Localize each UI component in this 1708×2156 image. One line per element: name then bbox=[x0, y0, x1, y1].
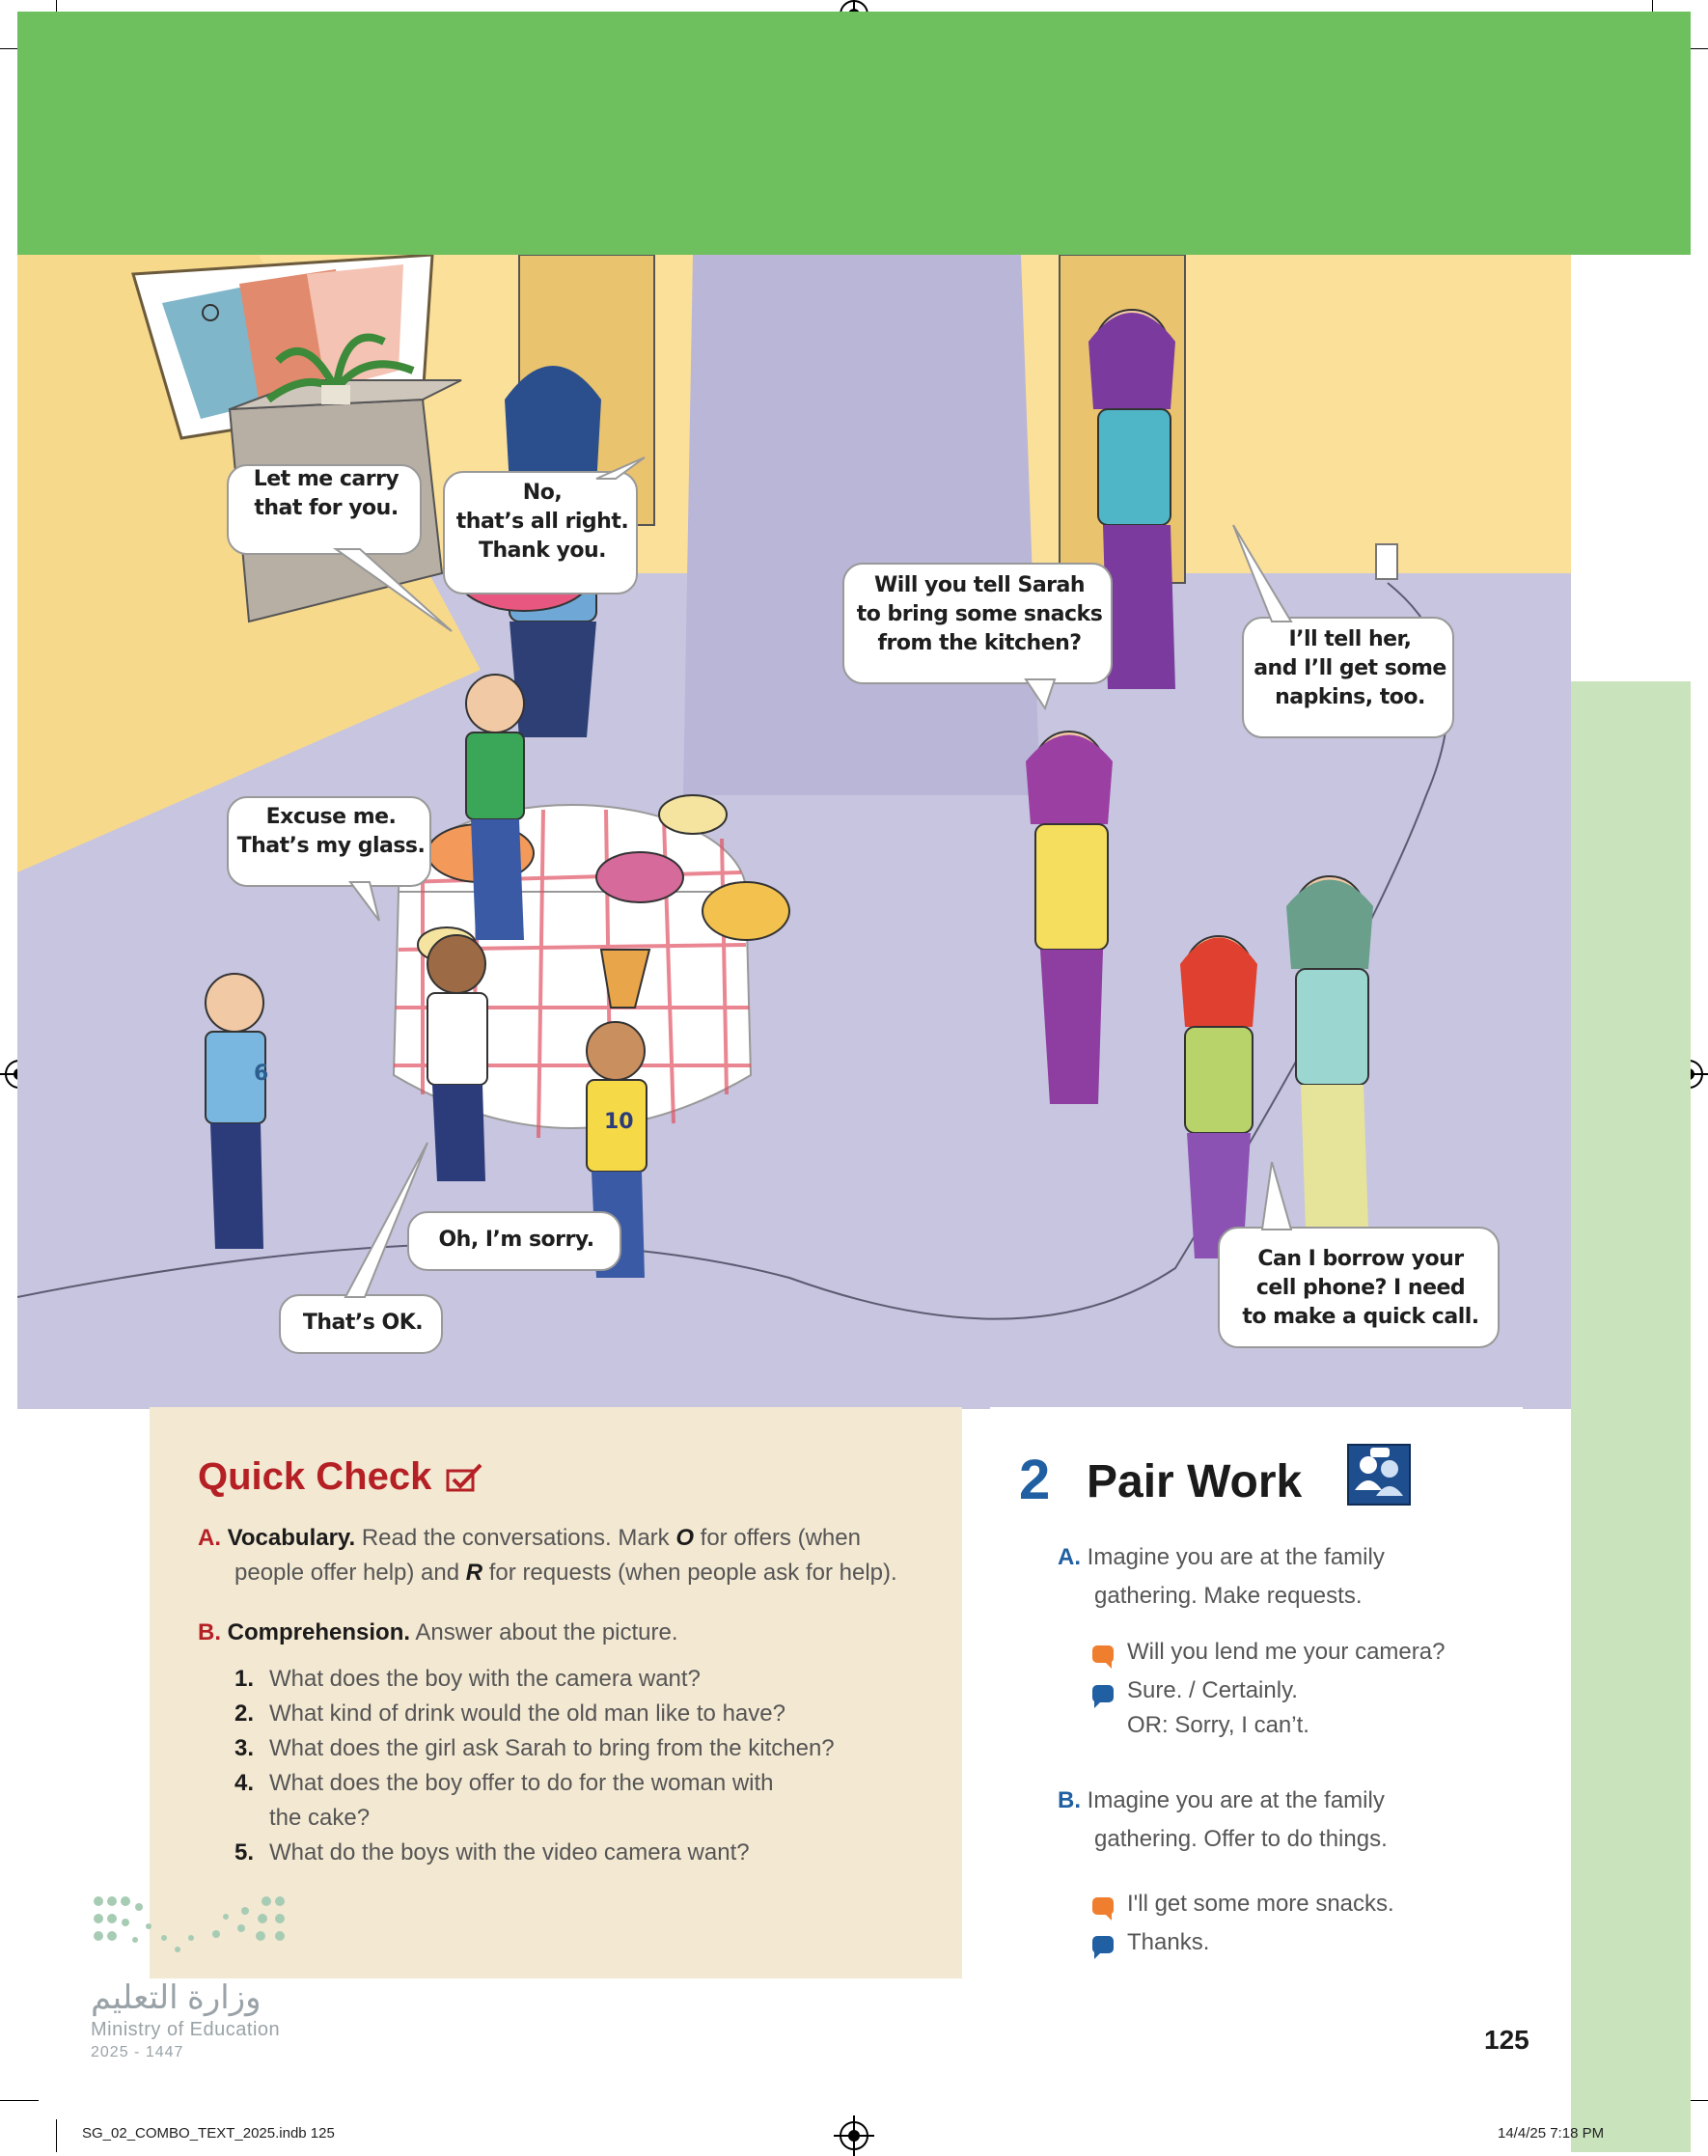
question-number: 1. bbox=[234, 1666, 255, 1692]
ministry-arabic-name: وزارة التعليم bbox=[91, 1979, 262, 2016]
quick-check-a-line1 bbox=[198, 1521, 950, 1556]
quick-check-a bbox=[198, 1521, 950, 1590]
ministry-logo-icon bbox=[91, 1890, 293, 1967]
ministry-english-name: Ministry of Education bbox=[91, 2019, 281, 2040]
right-color-band bbox=[1571, 681, 1691, 2152]
page-number: 125 bbox=[1484, 2025, 1529, 2055]
question-item bbox=[234, 1836, 929, 1870]
bubble-sorry-text bbox=[410, 1226, 622, 1255]
pair-work-a-response-alt: OR: Sorry, I can’t. bbox=[1127, 1712, 1309, 1738]
bubble-no-thanks-text bbox=[446, 479, 639, 566]
bubble-line: cell phone? I need bbox=[1255, 1276, 1466, 1300]
item-label: B. bbox=[1058, 1787, 1081, 1813]
bubble-carry-text bbox=[230, 465, 423, 523]
offer-mark: O bbox=[675, 1525, 694, 1551]
bubble-tell-her-text bbox=[1245, 625, 1455, 712]
bubble-line: to bring some snacks bbox=[856, 602, 1103, 626]
item-text: Imagine you are at the family bbox=[1087, 1787, 1385, 1813]
bubble-line: That’s OK. bbox=[302, 1311, 424, 1335]
pair-work-a-response: Sure. / Certainly. bbox=[1127, 1677, 1298, 1703]
question-item bbox=[234, 1766, 929, 1801]
question-number: 3. bbox=[234, 1735, 255, 1761]
question-item bbox=[234, 1697, 929, 1731]
question-number: 4. bbox=[234, 1770, 255, 1796]
question-item bbox=[234, 1731, 929, 1766]
item-text: for requests (when people ask for help). bbox=[482, 1560, 897, 1586]
bubble-line: and I’ll get some bbox=[1253, 656, 1446, 680]
question-number: 5. bbox=[234, 1839, 255, 1866]
bubble-line: Will you tell Sarah bbox=[873, 573, 1086, 597]
item-text: people offer help) and bbox=[234, 1560, 466, 1586]
item-label: B. bbox=[198, 1619, 221, 1645]
bubble-line: that’s all right. bbox=[455, 510, 629, 534]
bubble-line: Thank you. bbox=[479, 539, 606, 563]
bubble-line: Excuse me. bbox=[265, 805, 397, 829]
pair-work-a-prompt: Will you lend me your camera? bbox=[1127, 1639, 1446, 1665]
speech-bubble-orange-icon bbox=[1092, 1645, 1114, 1663]
bubble-borrow-phone-text bbox=[1221, 1245, 1501, 1332]
bubble-line: That’s my glass. bbox=[236, 834, 426, 858]
checkbox-icon bbox=[446, 1463, 484, 1494]
speech-bubble-orange-icon bbox=[1092, 1897, 1114, 1915]
top-color-band bbox=[17, 12, 1691, 255]
speech-bubble-blue-icon bbox=[1092, 1936, 1114, 1953]
wall-socket bbox=[1376, 544, 1397, 579]
item-heading: Comprehension. bbox=[227, 1619, 411, 1645]
question-text: What does the boy offer to do for the woman with bbox=[269, 1770, 774, 1796]
bubble-line: that for you. bbox=[254, 496, 399, 520]
item-label: A. bbox=[198, 1525, 221, 1551]
item-heading: Vocabulary. bbox=[227, 1525, 356, 1551]
crop-mark bbox=[56, 2119, 57, 2152]
quick-check-b bbox=[198, 1616, 950, 1650]
floor-corridor bbox=[683, 255, 1040, 795]
shirt-number: 6 bbox=[254, 1062, 269, 1086]
bubble-tell-sarah-text bbox=[845, 571, 1114, 658]
pair-work-section bbox=[990, 1407, 1523, 1978]
speech-bubble-blue-icon bbox=[1092, 1685, 1114, 1702]
boy-striped-shirt bbox=[206, 974, 268, 1249]
item-label: A. bbox=[1058, 1544, 1081, 1570]
boy-white-shirt bbox=[427, 935, 487, 1181]
question-item bbox=[234, 1662, 929, 1697]
item-text: Imagine you are at the family bbox=[1087, 1544, 1385, 1570]
bubble-line: No, bbox=[522, 481, 563, 505]
bubble-thats-ok-text bbox=[282, 1309, 444, 1338]
question-text: What does the boy with the camera want? bbox=[269, 1666, 701, 1692]
bubble-excuse-me-text bbox=[230, 803, 432, 861]
item-text: Read the conversations. Mark bbox=[355, 1525, 676, 1551]
pair-work-b-prompt: I'll get some more snacks. bbox=[1127, 1891, 1394, 1917]
question-continuation: the cake? bbox=[269, 1805, 371, 1831]
boy-green-shirt bbox=[466, 675, 524, 940]
pair-work-b bbox=[1058, 1782, 1501, 1859]
shirt-number: 10 bbox=[604, 1110, 634, 1134]
question-text: What does the girl ask Sarah to bring from the kitchen? bbox=[269, 1735, 835, 1761]
pair-work-b-response: Thanks. bbox=[1127, 1929, 1210, 1955]
bubble-line: napkins, too. bbox=[1275, 685, 1425, 709]
ministry-year: 2025 - 1447 bbox=[91, 2044, 184, 2060]
quick-check-a-line2 bbox=[198, 1556, 950, 1590]
bubble-line: I’ll tell her, bbox=[1288, 627, 1412, 651]
bubble-line: Can I borrow your bbox=[1257, 1247, 1464, 1271]
bubble-line: Let me carry bbox=[253, 467, 399, 491]
bubble-line: to make a quick call. bbox=[1242, 1305, 1479, 1329]
footer-date: 14/4/25 7:18 PM bbox=[1498, 2125, 1605, 2142]
question-number: 2. bbox=[234, 1700, 255, 1727]
quick-check-title-text: Quick Check bbox=[198, 1455, 432, 1498]
girl-red-scarf bbox=[1180, 936, 1257, 1258]
question-list bbox=[234, 1662, 929, 1870]
quick-check-title bbox=[198, 1455, 484, 1499]
footer-file-name: SG_02_COMBO_TEXT_2025.indb 125 bbox=[82, 2125, 335, 2142]
question-text: What kind of drink would the old man like to have? bbox=[269, 1700, 785, 1727]
bubble-line: from the kitchen? bbox=[877, 631, 1082, 655]
bubble-line: Oh, I’m sorry. bbox=[438, 1228, 594, 1252]
pair-work-a bbox=[1058, 1538, 1501, 1616]
item-text: gathering. Make requests. bbox=[1094, 1583, 1363, 1609]
crop-mark bbox=[0, 2100, 39, 2101]
pair-work-title: Pair Work bbox=[1087, 1456, 1303, 1507]
pair-work-icon bbox=[1347, 1444, 1411, 1506]
item-text: Answer about the picture. bbox=[410, 1619, 678, 1645]
registration-mark-icon bbox=[840, 2121, 868, 2150]
question-text: What do the boys with the video camera want? bbox=[269, 1839, 750, 1866]
request-mark: R bbox=[465, 1560, 483, 1586]
section-number: 2 bbox=[1019, 1449, 1051, 1511]
item-text: for offers (when bbox=[694, 1525, 861, 1551]
item-text: gathering. Offer to do things. bbox=[1094, 1826, 1388, 1852]
